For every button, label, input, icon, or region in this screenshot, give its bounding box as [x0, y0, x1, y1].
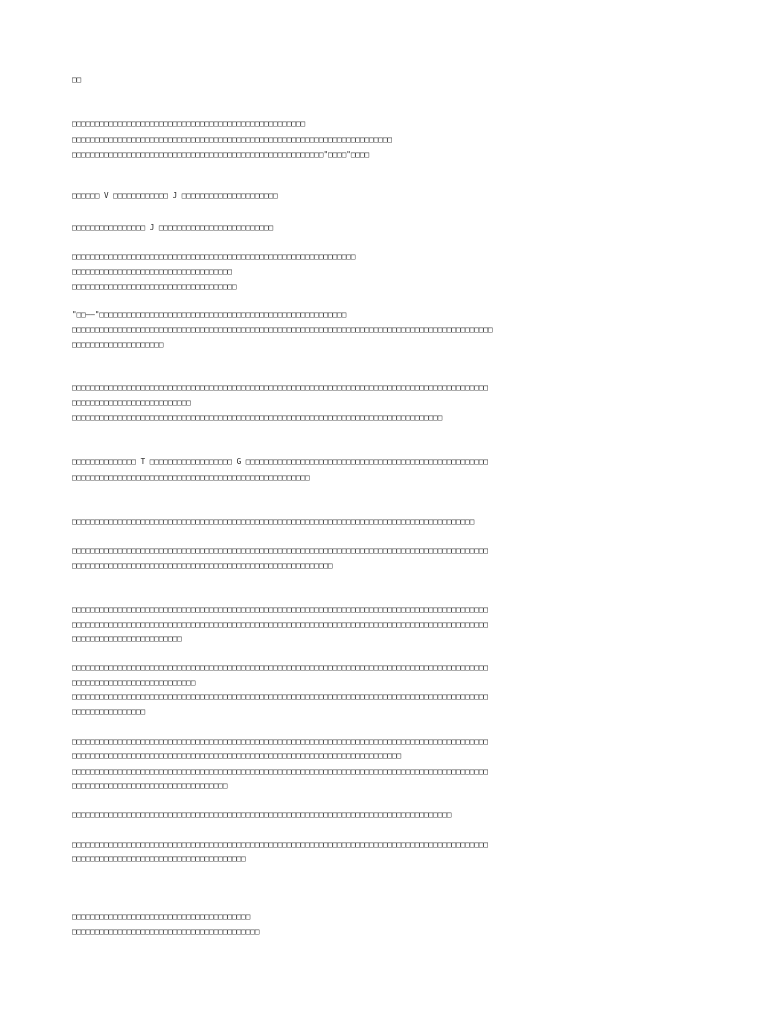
text-line-22: □□□□□□□□□□□□□□□□□□□□□□□□	[72, 634, 182, 643]
text-line-2: □□□□□□□□□□□□□□□□□□□□□□□□□□□□□□□□□□□□□□□□□□□□□□□□□□□□□□□□□□□□□□□□□□□□□□	[72, 135, 393, 144]
text-line-14: □□□□□□□□□□□□□□□□□□□□□□□□□□□□□□□□□□□□□□□□□□□□□□□□□□□□□□□□□□□□□□□□□□□□□□□□□□□□□□□□□	[72, 413, 443, 422]
text-line-19: □□□□□□□□□□□□□□□□□□□□□□□□□□□□□□□□□□□□□□□□□□□□□□□□□□□□□□□□□	[72, 561, 333, 570]
document-title: □□	[72, 75, 82, 84]
text-line-24: □□□□□□□□□□□□□□□□□□□□□□□□□□□	[72, 678, 196, 687]
text-line-8: □□□□□□□□□□□□□□□□□□□□□□□□□□□□□□□□□□□□	[72, 282, 237, 291]
text-line-4: □□□□□□ V □□□□□□□□□□□□ J □□□□□□□□□□□□□□□□□□□□□	[72, 191, 278, 200]
text-line-1: □□□□□□□□□□□□□□□□□□□□□□□□□□□□□□□□□□□□□□□□□□□□□□□□□□□	[72, 119, 306, 128]
text-line-10: □□□□□□□□□□□□□□□□□□□□□□□□□□□□□□□□□□□□□□□□□□□□□□□□□□□□□□□□□□□□□□□□□□□□□□□□□□□□□□□□□□□□□□□□□□□□	[72, 325, 493, 334]
text-line-11: □□□□□□□□□□□□□□□□□□□□	[72, 340, 164, 349]
text-line-29: □□□□□□□□□□□□□□□□□□□□□□□□□□□□□□□□□□□□□□□□□□□□□□□□□□□□□□□□□□□□□□□□□□□□□□□□□□□□□□□□□□□□□□□□□□□	[72, 767, 489, 776]
text-line-9: "□□——"□□□□□□□□□□□□□□□□□□□□□□□□□□□□□□□□□□□□□□□□□□□□□□□□□□□□□□	[72, 310, 347, 319]
text-line-13: □□□□□□□□□□□□□□□□□□□□□□□□□□	[72, 398, 191, 407]
text-line-12: □□□□□□□□□□□□□□□□□□□□□□□□□□□□□□□□□□□□□□□□□□□□□□□□□□□□□□□□□□□□□□□□□□□□□□□□□□□□□□□□□□□□□□□□□□□	[72, 383, 489, 392]
text-line-18: □□□□□□□□□□□□□□□□□□□□□□□□□□□□□□□□□□□□□□□□□□□□□□□□□□□□□□□□□□□□□□□□□□□□□□□□□□□□□□□□□□□□□□□□□□□	[72, 546, 489, 555]
text-line-26: □□□□□□□□□□□□□□□□	[72, 707, 146, 716]
text-line-30: □□□□□□□□□□□□□□□□□□□□□□□□□□□□□□□□□□	[72, 781, 228, 790]
text-line-7: □□□□□□□□□□□□□□□□□□□□□□□□□□□□□□□□□□□	[72, 267, 233, 276]
text-line-5: □□□□□□□□□□□□□□□□ J □□□□□□□□□□□□□□□□□□□□□□□□□	[72, 223, 274, 232]
text-line-25: □□□□□□□□□□□□□□□□□□□□□□□□□□□□□□□□□□□□□□□□□□□□□□□□□□□□□□□□□□□□□□□□□□□□□□□□□□□□□□□□□□□□□□□□□□□	[72, 692, 489, 701]
text-line-34: □□□□□□□□□□□□□□□□□□□□□□□□□□□□□□□□□□□□□□□	[72, 912, 251, 921]
text-line-3: □□□□□□□□□□□□□□□□□□□□□□□□□□□□□□□□□□□□□□□□□□□□□□□□□□□□□□□"□□□□"□□□□	[72, 150, 370, 159]
text-line-15: □□□□□□□□□□□□□□ T □□□□□□□□□□□□□□□□□□ G □□□□□□□□□□□□□□□□□□□□□□□□□□□□□□□□□□□□□□□□□□□□□□□□□□□□□	[72, 457, 489, 466]
text-line-33: □□□□□□□□□□□□□□□□□□□□□□□□□□□□□□□□□□□□□□	[72, 854, 246, 863]
text-line-32: □□□□□□□□□□□□□□□□□□□□□□□□□□□□□□□□□□□□□□□□□□□□□□□□□□□□□□□□□□□□□□□□□□□□□□□□□□□□□□□□□□□□□□□□□□□	[72, 840, 489, 849]
text-line-16: □□□□□□□□□□□□□□□□□□□□□□□□□□□□□□□□□□□□□□□□□□□□□□□□□□□□	[72, 473, 310, 482]
text-line-21: □□□□□□□□□□□□□□□□□□□□□□□□□□□□□□□□□□□□□□□□□□□□□□□□□□□□□□□□□□□□□□□□□□□□□□□□□□□□□□□□□□□□□□□□□□□	[72, 620, 489, 629]
text-line-23: □□□□□□□□□□□□□□□□□□□□□□□□□□□□□□□□□□□□□□□□□□□□□□□□□□□□□□□□□□□□□□□□□□□□□□□□□□□□□□□□□□□□□□□□□□□	[72, 663, 489, 672]
text-line-31: □□□□□□□□□□□□□□□□□□□□□□□□□□□□□□□□□□□□□□□□□□□□□□□□□□□□□□□□□□□□□□□□□□□□□□□□□□□□□□□□□□□	[72, 810, 452, 819]
text-line-20: □□□□□□□□□□□□□□□□□□□□□□□□□□□□□□□□□□□□□□□□□□□□□□□□□□□□□□□□□□□□□□□□□□□□□□□□□□□□□□□□□□□□□□□□□□□	[72, 605, 489, 614]
text-line-17: □□□□□□□□□□□□□□□□□□□□□□□□□□□□□□□□□□□□□□□□□□□□□□□□□□□□□□□□□□□□□□□□□□□□□□□□□□□□□□□□□□□□□□□□	[72, 517, 475, 526]
text-line-28: □□□□□□□□□□□□□□□□□□□□□□□□□□□□□□□□□□□□□□□□□□□□□□□□□□□□□□□□□□□□□□□□□□□□□□□□	[72, 751, 402, 760]
text-line-35: □□□□□□□□□□□□□□□□□□□□□□□□□□□□□□□□□□□□□□□□□	[72, 927, 260, 936]
text-line-27: □□□□□□□□□□□□□□□□□□□□□□□□□□□□□□□□□□□□□□□□□□□□□□□□□□□□□□□□□□□□□□□□□□□□□□□□□□□□□□□□□□□□□□□□□□□	[72, 737, 489, 746]
text-line-6: □□□□□□□□□□□□□□□□□□□□□□□□□□□□□□□□□□□□□□□□□□□□□□□□□□□□□□□□□□□□□□	[72, 252, 356, 261]
